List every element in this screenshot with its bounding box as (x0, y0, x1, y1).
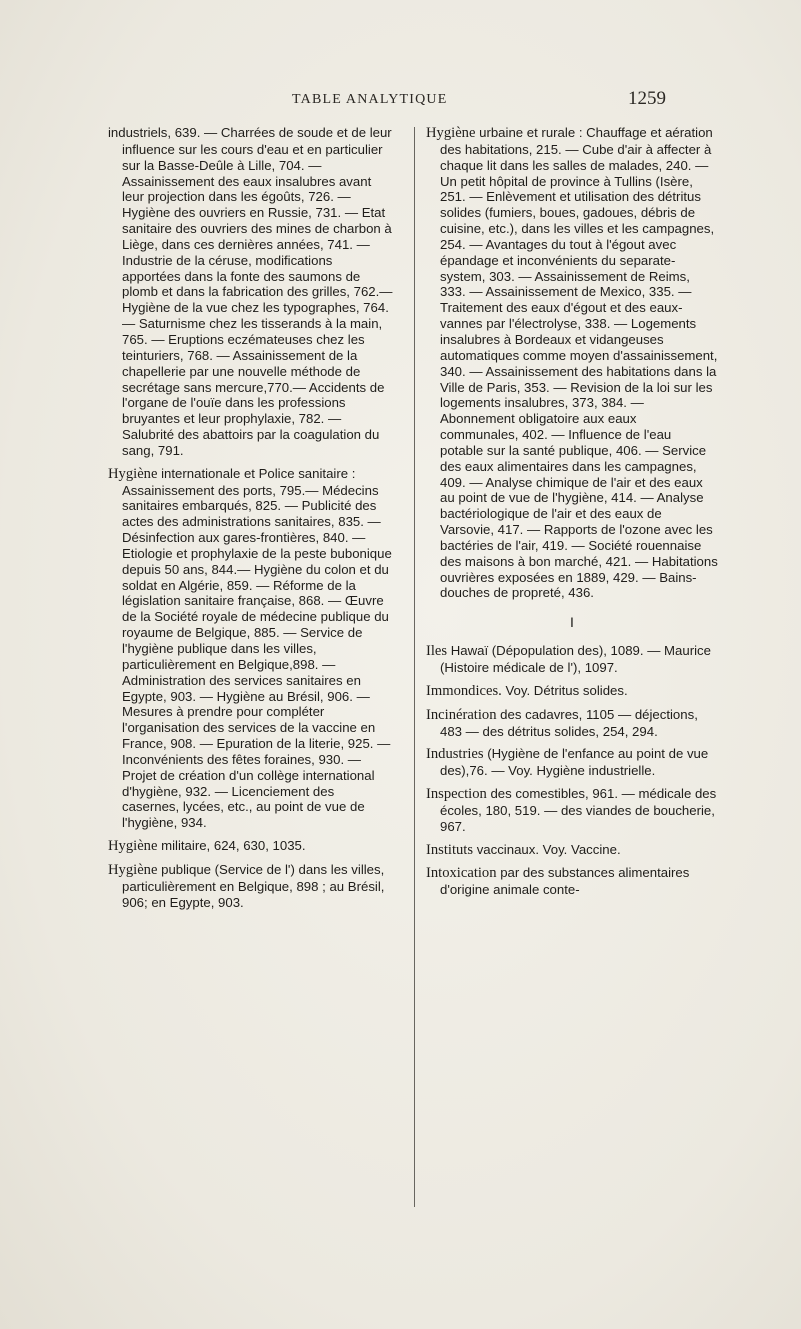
entry-head: Industries (426, 746, 484, 763)
entry-head: Incinération (426, 706, 497, 723)
index-entry (108, 838, 394, 855)
left-column (108, 125, 394, 918)
entry-head: Iles (426, 643, 448, 660)
entry-text: par des substances alimentaires d'origine animale conte- (440, 865, 690, 898)
entry-text: vaccinaux. Voy. Vaccine. (473, 841, 621, 857)
entry-text: Hawaï (Dépopulation des), 1089. — Maurice (Histoire médicale de l'), 1097. (440, 643, 711, 675)
entry-head: Intoxication (426, 865, 497, 882)
index-entry (108, 466, 394, 831)
right-column (426, 125, 718, 898)
index-entry (426, 643, 718, 676)
index-entry (426, 786, 718, 835)
entry-text: des cadavres, 1105 — déjections, 483 — des détritus solides, 254, 294. (440, 706, 698, 739)
entry-head: Hygiène (108, 838, 158, 855)
entry-text: urbaine et rurale : Chauffage et aération des habitations, 215. — Cube d'air à affecter à chaque lit dans les salles de malades, 240. — Un petit hôpital de province à Tullins (Isère, 251. — Enlèvement et utilisation des détritus solides (fumiers, boues, gadoues, débris de cuisine, etc.), dans les villes et les campagnes, 254. — Avantages du tout à l'égout avec épandage et inconvénients du separate-system, 303. — Assainissement de Reims, 333. — Assainissement de Mexico, 335. — Traitement des eaux d'égout et des eaux-vannes par l'électrolyse, 338. — Logements insalubres à Bordeaux et vidangeuses automatiques comme moyen d'assainissement, 340. — Assainissement des habitations dans la Ville de Paris, 353. — Revision de la loi sur les logements insalubres, 373, 384. — Abonnement obligatoire aux eaux communales, 402. — Influence de l'eau potable sur la santé publique, 406. — Service des eaux alimentaires dans les campagnes, 409. — Analyse chimique de l'air et des eaux au point de vue de l'hygiène, 414. — Analyse bactériologique de l'air et des eaux de Varsovie, 417. — Rapports de l'ozone avec les bactéries de l'air, 419. — Société rouennaise des maisons à bon marché, 421. — Habitations ouvrières exposées en 1889, 429. — Bains-douches de propreté, 436. (440, 125, 718, 601)
index-entry (426, 125, 718, 601)
entry-head: Hygiène (108, 465, 158, 482)
page-header (0, 72, 801, 112)
entry-text: Voy. Détritus solides. (501, 682, 628, 698)
entry-text: industriels, 639. — Charrées de soude et de leur influence sur les cours d'eau et en particulier sur la Basse-Deûle à Lille, 704. — Assainissement des eaux insalubres avant leur projection dans les égoûts, 726. — Hygiène des ouvriers en Russie, 731. — Etat sanitaire des ouvriers des mines de charbon à Liège, dans ces dernières années, 741. — Industrie de la céruse, modifications apportées dans la fonte des saumons de plomb et dans la fabrication des grilles, 762.— Hygiène de la vue chez les typographes, 764. — Saturnisme chez les tisserands à la main, 765. — Eruptions eczémateuses chez les teinturiers, 768. — Assainissement de la chapellerie par une nouvelle méthode de secrétage sans mercure,770.— Accidents de l'organe de l'ouïe dans les professions bruyantes et leur prophylaxie, 782. — Salubrité des abattoirs par la coagulation du sang, 791. (108, 125, 393, 458)
entry-head: Immondices. (426, 682, 502, 699)
entry-head: Hygiène (108, 861, 158, 878)
index-entry (426, 842, 718, 859)
index-entry (108, 125, 394, 459)
index-entry (426, 865, 718, 898)
entry-text: (Hygiène de l'enfance au point de vue des),76. — Voy. Hygiène industrielle. (440, 746, 709, 779)
entry-head: Hygiène (426, 125, 476, 141)
page-number: 1259 (628, 88, 666, 109)
section-letter-heading: I (570, 614, 574, 631)
entry-text: des comestibles, 961. — médicale des écoles, 180, 519. — des viandes de boucherie, 967. (440, 786, 717, 834)
running-title: TABLE ANALYTIQUE (292, 92, 448, 107)
entry-text: publique (Service de l') dans les villes, particulièrement en Belgique, 898 ; au Brésil, 906; en Egypte, 903. (122, 861, 385, 910)
index-entry (426, 746, 718, 779)
entry-text: internationale et Police sanitaire : Assainissement des ports, 795.— Médecins sanitaires embarqués, 825. — Publicité des actes des administrations sanitaires, 835. — Désinfection aux gares-frontières, 840. — Etiologie et prophylaxie de la peste bubonique depuis 50 ans, 844.— Hygiène du colon et du soldat en Algérie, 859. — Réforme de la législation sanitaire française, 868. — Œuvre de la Société royale de médecine publique du royaume de Belgique, 885. — Service de l'hygiène publique dans les villes, particulièrement en Belgique,898. — Administration des services sanitaires en Egypte, 903. — Hygiène au Brésil, 906. — Mesures à prendre pour compléter l'organisation des services de la vaccine en France, 908. — Epuration de la literie, 925. — Inconvénients des fêtes foraines, 930. — Projet de création d'un collège international d'hygiène, 932. — Licenciement des casernes, lycées, etc., au point de vue de l'hygiène, 934. (122, 465, 392, 831)
entry-text: militaire, 624, 630, 1035. (157, 838, 306, 854)
entry-head: Instituts (426, 841, 474, 858)
entry-head: Inspection (426, 786, 487, 803)
index-entry (108, 862, 394, 911)
column-divider (414, 127, 415, 1207)
index-entry (426, 707, 718, 740)
index-entry (426, 683, 718, 700)
